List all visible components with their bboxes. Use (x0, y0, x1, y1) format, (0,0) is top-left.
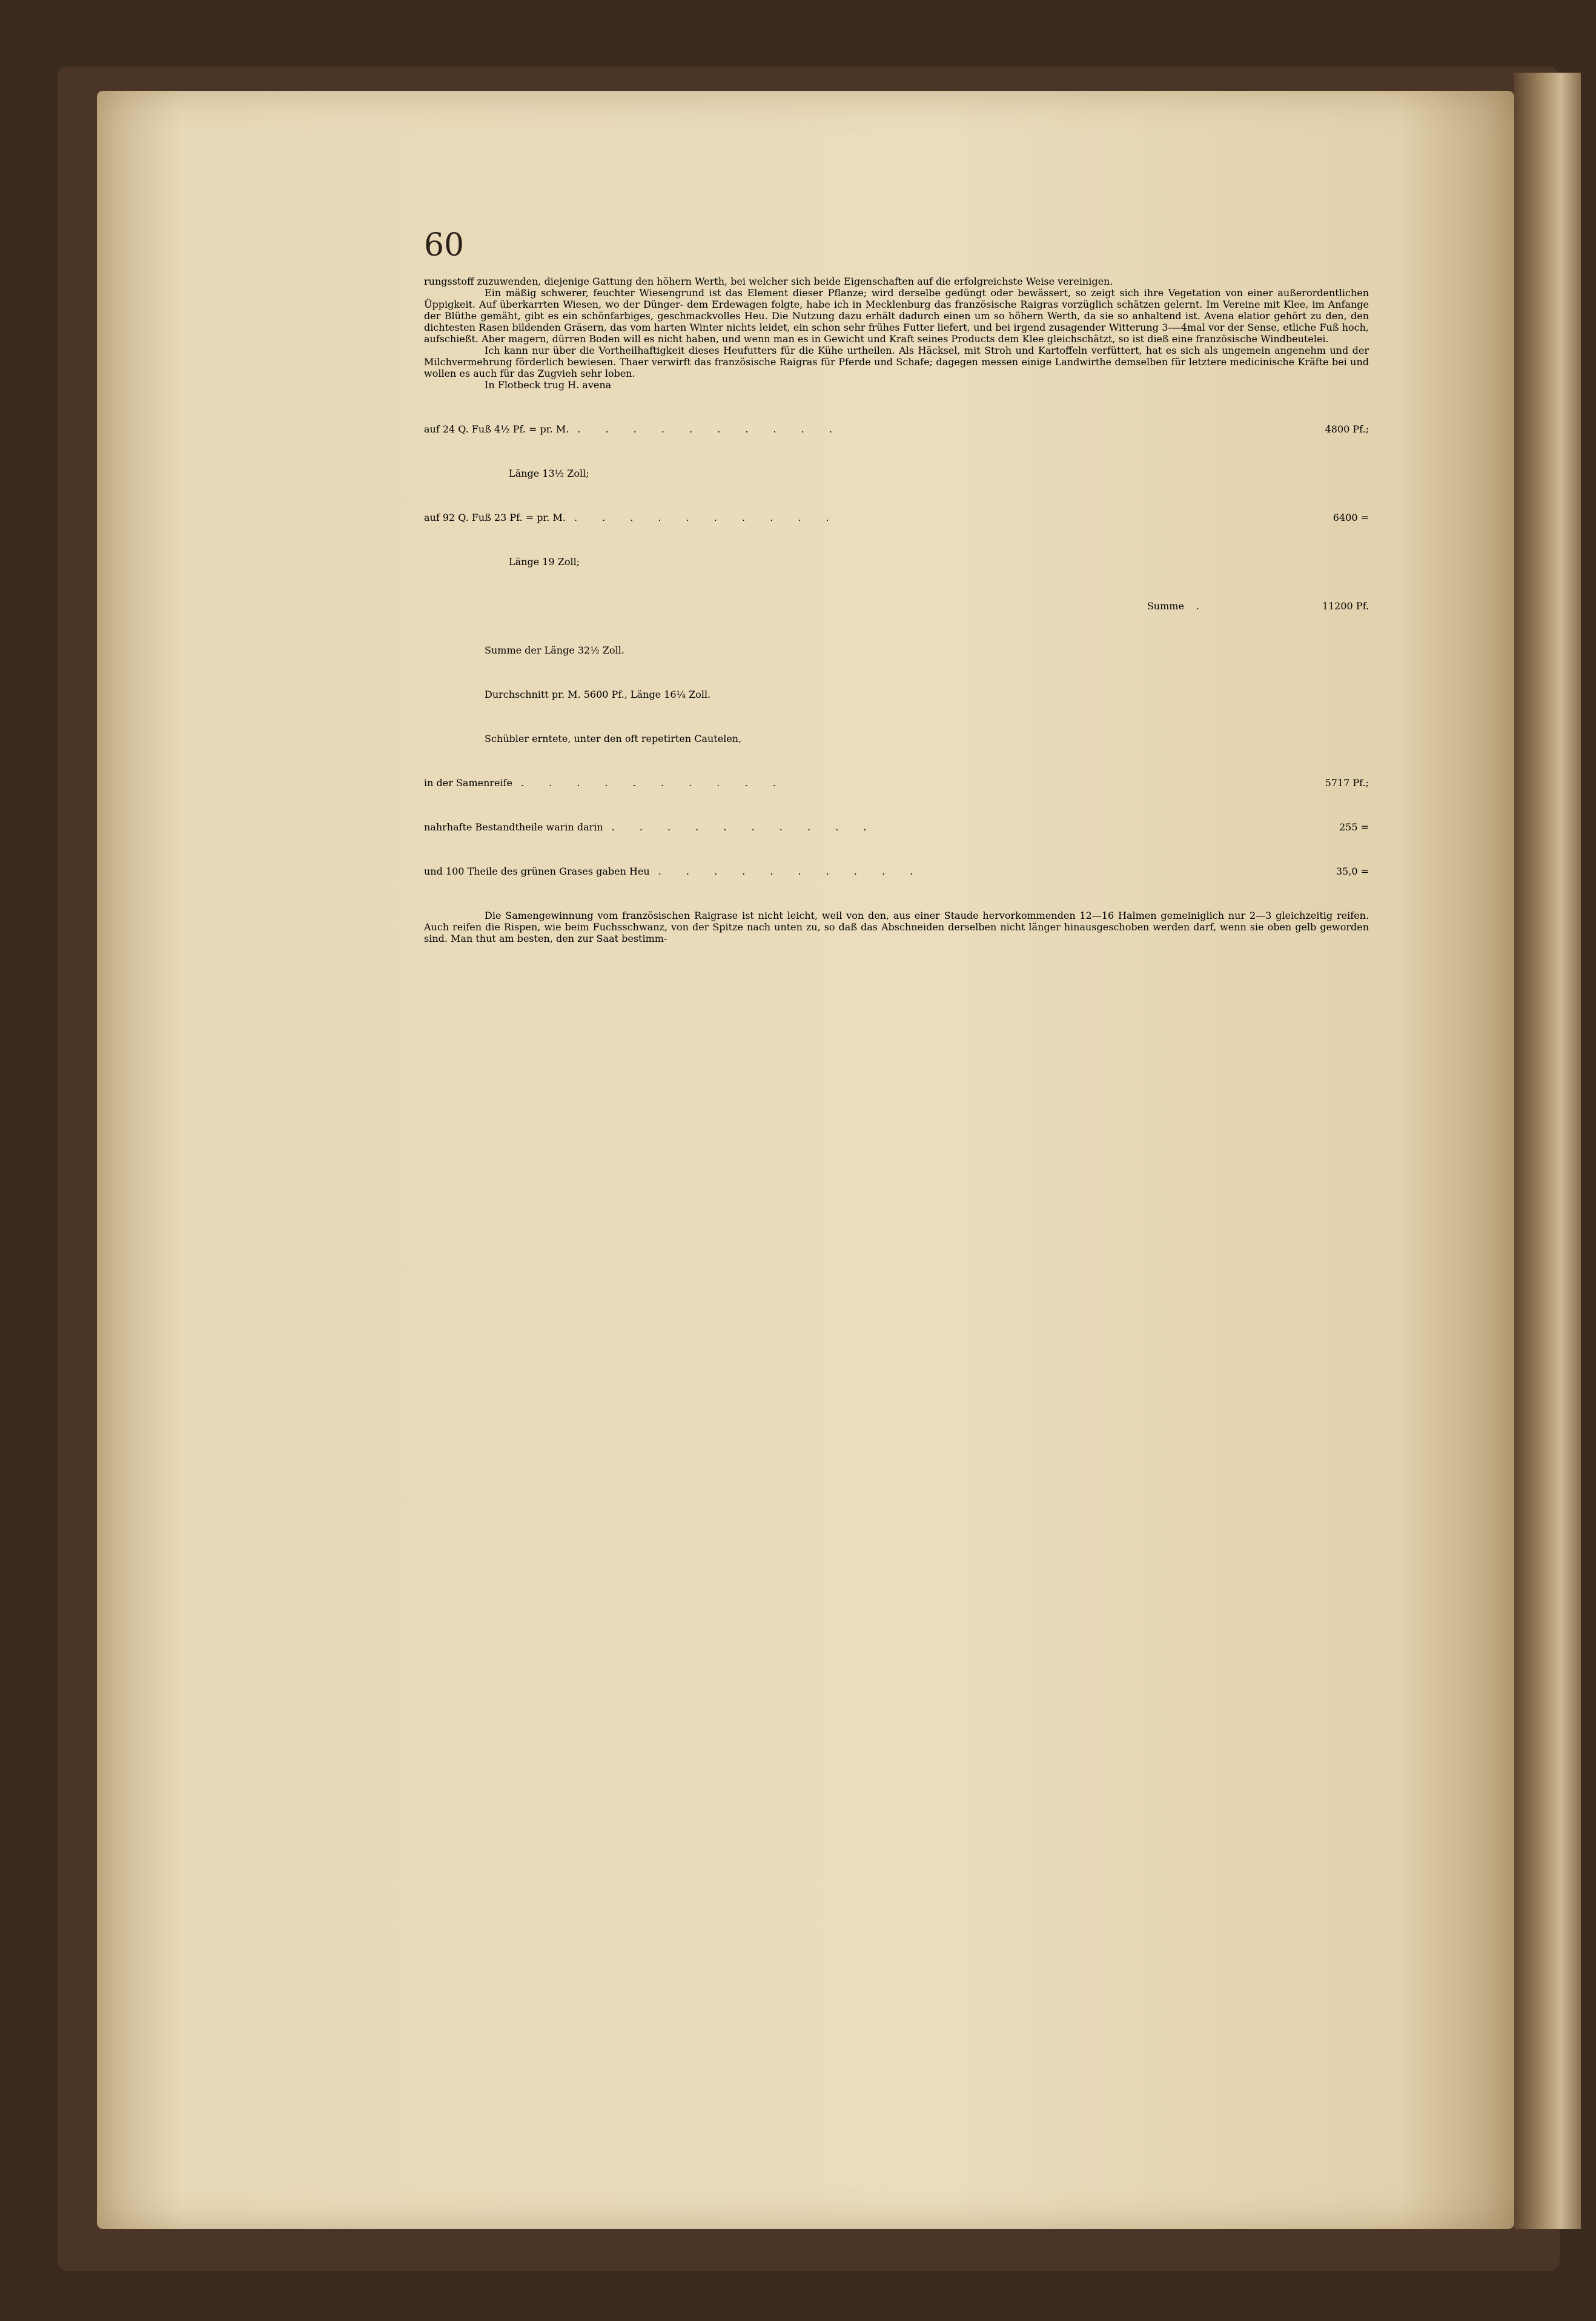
harvest-label: nahrhafte Bestandtheile warin darin (424, 821, 603, 833)
leader-dots: . . . . . . . . . . (611, 821, 878, 833)
sum-label: Summe (1147, 600, 1184, 612)
yield-value: 6400 = (1333, 512, 1369, 523)
harvest-label: in der Samenreife (424, 777, 513, 789)
sum-value: 11200 Pf. (1322, 600, 1369, 612)
summary-line: Durchschnitt pr. M. 5600 Pf., Länge 16¼ Zoll. (485, 689, 711, 700)
sum-row: Summe . 11200 Pf. (1147, 600, 1369, 612)
leader-dots: . . . . . . . . . . (574, 512, 840, 523)
yield-value: 4800 Pf.; (1325, 423, 1369, 435)
paragraph: rungsstoff zuzuwenden, diejenige Gattung den höhern Werth, bei welcher sich beide Eigenschaften auf die erfolgreichste Weise vereinigen. (424, 276, 1113, 287)
leader-dots: . . . . . . . . . . (577, 423, 843, 435)
yield-label: auf 92 Q. Fuß 23 Pf. = pr. M. (424, 512, 566, 523)
flotbeck-intro: In Flotbeck trug H. avena (485, 379, 612, 391)
harvest-value: 35,0 = (1336, 866, 1369, 877)
harvest-value: 5717 Pf.; (1325, 777, 1369, 789)
yield-label: auf 24 Q. Fuß 4½ Pf. = pr. M. (424, 423, 569, 435)
harvest-row (424, 866, 1369, 910)
length-line: Länge 19 Zoll; (509, 556, 580, 568)
paragraph: Die Samengewinnung vom französischen Raigrase ist nicht leicht, weil von den, aus einer Staude hervorkommenden 12—16 Halmen gemeiniglich nur 2—3 gleichzeitig reifen. Auch reifen die Rispen, wie beim Fuchsschwanz, von der Spitze nach unten zu, so daß das Abschneiden derselben nicht länger hinausgeschoben werden darf, wenn sie oben gelb geworden sind. Man thut am besten, den zur Saat bestimm- (424, 910, 1369, 944)
schuebler-intro: Schübler erntete, unter den oft repetirten Cautelen, (485, 733, 742, 744)
facing-page-edge (1514, 73, 1581, 2229)
harvest-row (424, 821, 1369, 866)
page-number: 60 (424, 227, 465, 263)
harvest-label: und 100 Theile des grünen Grases gaben Heu (424, 866, 650, 877)
leader-dots: . . . . . . . . . . (658, 866, 924, 877)
paragraph: Ich kann nur über die Vortheilhaftigkeit dieses Heufutters für die Kühe urtheilen. Als Häcksel, mit Stroh und Kartoffeln verfüttert, hat es sich als ungemein angenehm und der Milchvermehrung förderlich bewiesen. Thaer verwirft das französische Raigras für Pferde und Schafe; dagegen messen einige Landwirthe demselben für letztere medicinische Kräfte bei und wollen es auch für das Zugvieh sehr loben. (424, 345, 1369, 379)
paragraph: Ein mäßig schwerer, feuchter Wiesengrund ist das Element dieser Pflanze; wird derselbe gedüngt oder bewässert, so zeigt sich ihre Vegetation von einer außerordentlichen Üppigkeit. Auf überkarrten Wiesen, wo der Dünger- dem Erdewagen folgte, habe ich in Mecklenburg das französische Raigras vorzüglich schätzen gelernt. Im Vereine mit Klee, im Anfange der Blüthe gemäht, gibt es ein schönfarbiges, geschmackvolles Heu. Die Nutzung dazu erhält dadurch einen um so höhern Werth, da sie so anhaltend ist. Avena elatior gehört zu den, den dichtesten Rasen bildenden Gräsern, das vom harten Winter nichts leidet, ein schon sehr frühes Futter liefert, und bei irgend zusagender Witterung 3-—4mal vor der Sense, etliche Fuß hoch, aufschießt. Aber magern, dürren Boden will es nicht haben, und wenn man es in Gewicht und Kraft seines Products dem Klee gleichschätzt, so ist dieß eine französische Windbeutelei. (424, 287, 1369, 345)
harvest-row (424, 777, 1369, 821)
page-text (424, 276, 1369, 944)
length-line: Länge 13½ Zoll; (509, 468, 589, 479)
summary-line: Summe der Länge 32½ Zoll. (485, 644, 624, 656)
harvest-value: 255 = (1339, 821, 1369, 833)
yield-row (424, 512, 1369, 556)
leader-dots: . . . . . . . . . . (521, 777, 787, 789)
yield-row (424, 423, 1369, 468)
